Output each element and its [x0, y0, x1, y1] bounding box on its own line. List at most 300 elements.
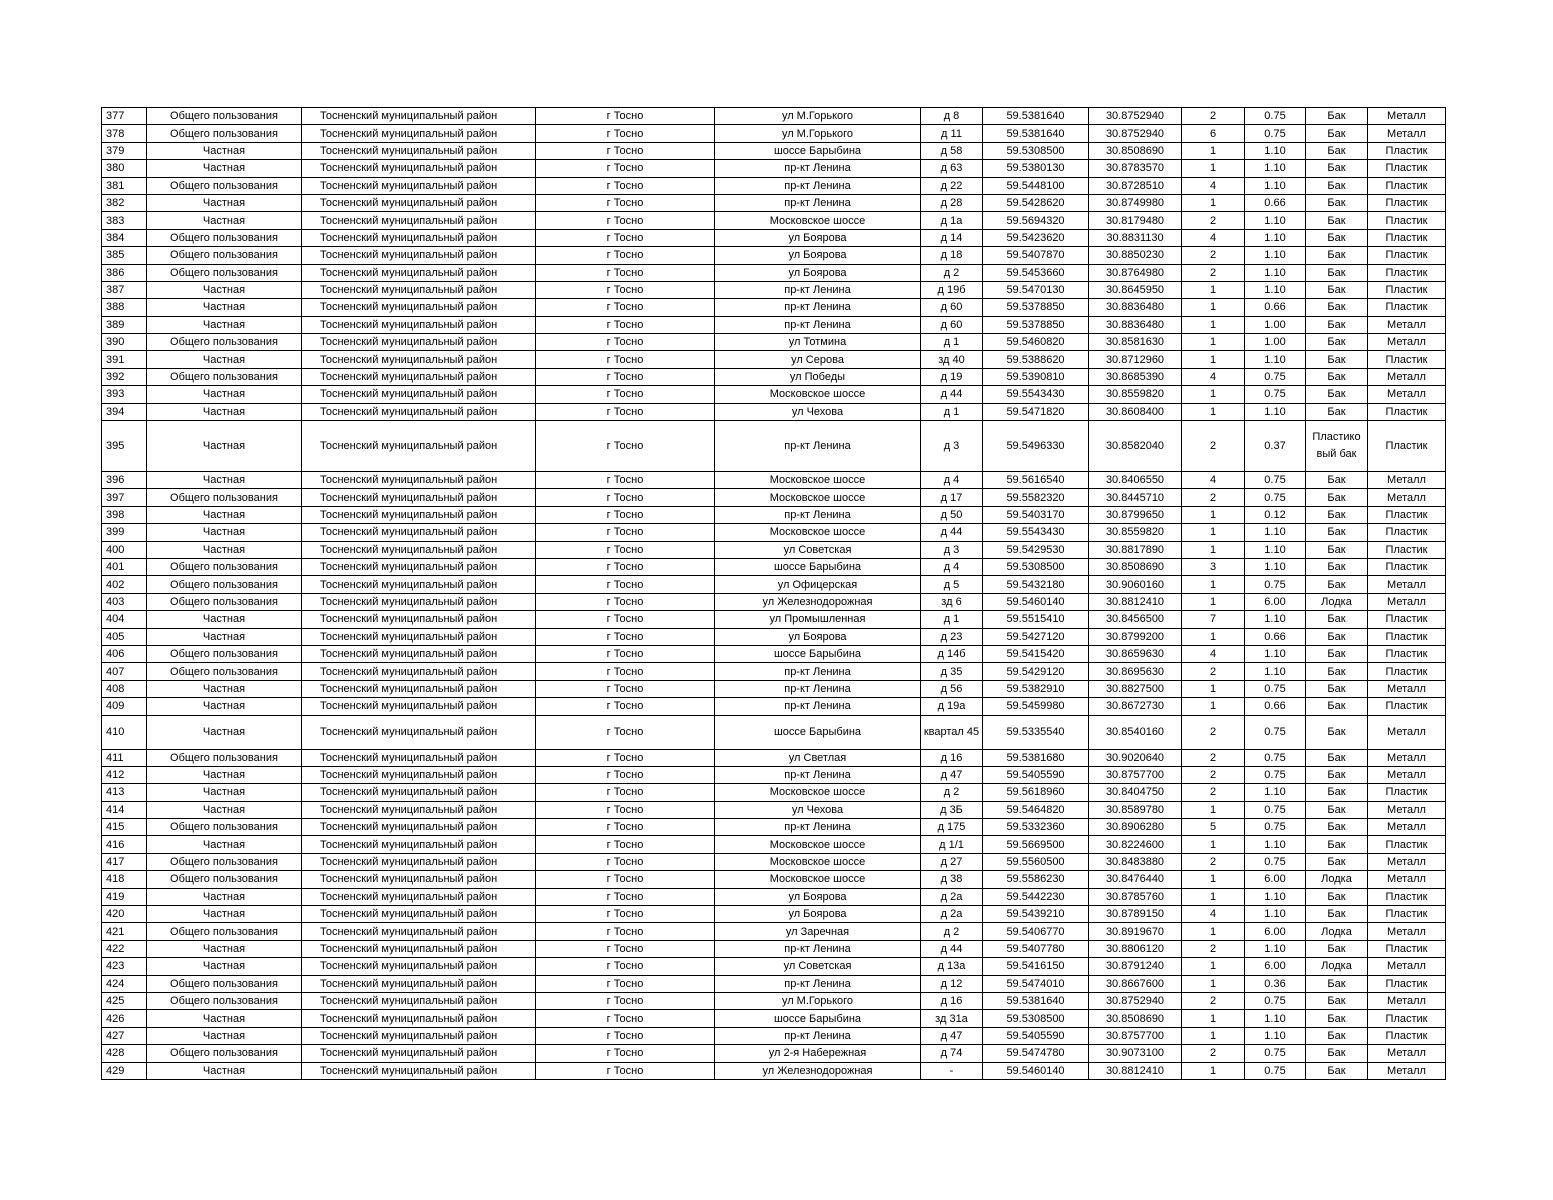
cell-lon: 30.8799200	[1089, 628, 1182, 645]
cell-material: Пластик	[1368, 212, 1446, 229]
cell-street: шоссе Барыбина	[715, 1010, 921, 1027]
cell-lon: 30.8749980	[1089, 194, 1182, 211]
cell-num: 409	[102, 698, 147, 715]
cell-city: г Тосно	[536, 698, 715, 715]
cell-count: 2	[1182, 992, 1245, 1009]
cell-material: Металл	[1368, 801, 1446, 818]
cell-material: Пластик	[1368, 836, 1446, 853]
cell-lat: 59.5616540	[983, 472, 1089, 489]
cell-street: пр-кт Ленина	[715, 766, 921, 783]
cell-material: Металл	[1368, 871, 1446, 888]
cell-district: Тосненский муниципальный район	[302, 368, 536, 385]
cell-type: Общего пользования	[147, 229, 302, 246]
cell-street: ул Серова	[715, 351, 921, 368]
cell-type: Общего пользования	[147, 334, 302, 351]
cell-street: пр-кт Ленина	[715, 940, 921, 957]
cell-num: 408	[102, 680, 147, 697]
cell-house: д 56	[921, 680, 983, 697]
cell-house: д 19б	[921, 281, 983, 298]
cell-container: Бак	[1306, 628, 1368, 645]
cell-street: ул Боярова	[715, 247, 921, 264]
cell-volume: 1.10	[1245, 212, 1306, 229]
cell-city: г Тосно	[536, 421, 715, 472]
cell-city: г Тосно	[536, 766, 715, 783]
cell-street: ул М.Горького	[715, 125, 921, 142]
cell-volume: 1.10	[1245, 281, 1306, 298]
table-row	[102, 611, 1446, 628]
cell-house: д 1/1	[921, 836, 983, 853]
cell-count: 1	[1182, 680, 1245, 697]
cell-street: Московское шоссе	[715, 784, 921, 801]
cell-district: Тосненский муниципальный район	[302, 558, 536, 575]
cell-volume: 0.75	[1245, 386, 1306, 403]
cell-city: г Тосно	[536, 663, 715, 680]
cell-type: Частная	[147, 212, 302, 229]
cell-volume: 0.75	[1245, 576, 1306, 593]
cell-street: Московское шоссе	[715, 836, 921, 853]
cell-lat: 59.5428620	[983, 194, 1089, 211]
cell-city: г Тосно	[536, 801, 715, 818]
cell-district: Тосненский муниципальный район	[302, 506, 536, 523]
cell-container: Бак	[1306, 715, 1368, 749]
cell-city: г Тосно	[536, 281, 715, 298]
cell-house: д 44	[921, 524, 983, 541]
cell-house: д 44	[921, 386, 983, 403]
cell-material: Металл	[1368, 489, 1446, 506]
cell-city: г Тосно	[536, 212, 715, 229]
cell-material: Пластик	[1368, 194, 1446, 211]
table-row	[102, 801, 1446, 818]
table-row	[102, 472, 1446, 489]
cell-material: Металл	[1368, 334, 1446, 351]
cell-container: Бак	[1306, 125, 1368, 142]
cell-count: 2	[1182, 421, 1245, 472]
cell-num: 404	[102, 611, 147, 628]
table-row	[102, 558, 1446, 575]
table-row	[102, 766, 1446, 783]
cell-material: Пластик	[1368, 698, 1446, 715]
cell-district: Тосненский муниципальный район	[302, 715, 536, 749]
cell-house: д 16	[921, 749, 983, 766]
cell-city: г Тосно	[536, 299, 715, 316]
cell-volume: 0.75	[1245, 108, 1306, 125]
cell-count: 4	[1182, 645, 1245, 662]
cell-district: Тосненский муниципальный район	[302, 1010, 536, 1027]
cell-city: г Тосно	[536, 958, 715, 975]
cell-house: зд 40	[921, 351, 983, 368]
cell-num: 429	[102, 1062, 147, 1079]
cell-city: г Тосно	[536, 386, 715, 403]
cell-material: Пластик	[1368, 403, 1446, 420]
cell-house: зд 31а	[921, 1010, 983, 1027]
cell-street: ул Железнодорожная	[715, 593, 921, 610]
cell-district: Тосненский муниципальный район	[302, 421, 536, 472]
cell-lat: 59.5460140	[983, 593, 1089, 610]
cell-street: ул Боярова	[715, 229, 921, 246]
cell-district: Тосненский муниципальный район	[302, 351, 536, 368]
cell-num: 410	[102, 715, 147, 749]
container-sites-table	[101, 107, 1446, 1080]
cell-city: г Тосно	[536, 576, 715, 593]
cell-house: д 3Б	[921, 801, 983, 818]
cell-type: Частная	[147, 1027, 302, 1044]
cell-count: 1	[1182, 386, 1245, 403]
cell-house: д 17	[921, 489, 983, 506]
cell-district: Тосненский муниципальный район	[302, 1045, 536, 1062]
cell-volume: 0.66	[1245, 299, 1306, 316]
cell-volume: 1.10	[1245, 160, 1306, 177]
cell-count: 2	[1182, 247, 1245, 264]
table-row	[102, 229, 1446, 246]
cell-count: 2	[1182, 663, 1245, 680]
cell-city: г Тосно	[536, 628, 715, 645]
cell-container: Бак	[1306, 334, 1368, 351]
cell-type: Частная	[147, 958, 302, 975]
cell-container: Бак	[1306, 524, 1368, 541]
cell-district: Тосненский муниципальный район	[302, 1062, 536, 1079]
cell-house: д 44	[921, 940, 983, 957]
table-row	[102, 749, 1446, 766]
cell-street: Московское шоссе	[715, 871, 921, 888]
cell-num: 396	[102, 472, 147, 489]
cell-volume: 0.66	[1245, 628, 1306, 645]
cell-volume: 1.10	[1245, 177, 1306, 194]
cell-city: г Тосно	[536, 1045, 715, 1062]
cell-street: ул Заречная	[715, 923, 921, 940]
cell-volume: 0.75	[1245, 749, 1306, 766]
table-row	[102, 299, 1446, 316]
cell-volume: 0.75	[1245, 715, 1306, 749]
cell-num: 405	[102, 628, 147, 645]
cell-volume: 1.10	[1245, 906, 1306, 923]
table-row	[102, 334, 1446, 351]
cell-lat: 59.5460140	[983, 1062, 1089, 1079]
cell-container: Бак	[1306, 229, 1368, 246]
cell-count: 1	[1182, 975, 1245, 992]
cell-lat: 59.5582320	[983, 489, 1089, 506]
cell-city: г Тосно	[536, 524, 715, 541]
cell-material: Пластик	[1368, 264, 1446, 281]
cell-num: 413	[102, 784, 147, 801]
cell-volume: 0.75	[1245, 992, 1306, 1009]
cell-num: 395	[102, 421, 147, 472]
cell-district: Тосненский муниципальный район	[302, 177, 536, 194]
cell-street: ул Победы	[715, 368, 921, 385]
cell-house: д 2	[921, 784, 983, 801]
table-row	[102, 142, 1446, 159]
table-row	[102, 836, 1446, 853]
cell-count: 1	[1182, 334, 1245, 351]
cell-material: Пластик	[1368, 906, 1446, 923]
cell-count: 2	[1182, 715, 1245, 749]
cell-street: Московское шоссе	[715, 472, 921, 489]
cell-container: Бак	[1306, 212, 1368, 229]
cell-volume: 1.10	[1245, 264, 1306, 281]
cell-city: г Тосно	[536, 558, 715, 575]
cell-city: г Тосно	[536, 160, 715, 177]
cell-street: пр-кт Ленина	[715, 281, 921, 298]
cell-material: Металл	[1368, 853, 1446, 870]
cell-count: 1	[1182, 836, 1245, 853]
cell-container: Лодка	[1306, 871, 1368, 888]
cell-lon: 30.8508690	[1089, 1010, 1182, 1027]
cell-district: Тосненский муниципальный район	[302, 576, 536, 593]
cell-volume: 1.00	[1245, 316, 1306, 333]
cell-num: 388	[102, 299, 147, 316]
cell-material: Пластик	[1368, 281, 1446, 298]
cell-lon: 30.8752940	[1089, 108, 1182, 125]
cell-count: 1	[1182, 351, 1245, 368]
cell-type: Частная	[147, 940, 302, 957]
cell-city: г Тосно	[536, 836, 715, 853]
cell-district: Тосненский муниципальный район	[302, 749, 536, 766]
cell-district: Тосненский муниципальный район	[302, 299, 536, 316]
cell-house: д 175	[921, 819, 983, 836]
cell-volume: 1.10	[1245, 836, 1306, 853]
cell-volume: 1.10	[1245, 229, 1306, 246]
cell-lon: 30.8695630	[1089, 663, 1182, 680]
cell-material: Металл	[1368, 715, 1446, 749]
cell-count: 4	[1182, 906, 1245, 923]
cell-district: Тосненский муниципальный район	[302, 940, 536, 957]
cell-type: Общего пользования	[147, 576, 302, 593]
table-row	[102, 645, 1446, 662]
cell-material: Пластик	[1368, 247, 1446, 264]
cell-material: Пластик	[1368, 142, 1446, 159]
cell-volume: 0.66	[1245, 194, 1306, 211]
cell-container: Бак	[1306, 1010, 1368, 1027]
cell-city: г Тосно	[536, 264, 715, 281]
cell-district: Тосненский муниципальный район	[302, 316, 536, 333]
cell-material: Пластик	[1368, 351, 1446, 368]
cell-container: Бак	[1306, 853, 1368, 870]
cell-house: д 1	[921, 403, 983, 420]
cell-num: 414	[102, 801, 147, 818]
cell-district: Тосненский муниципальный район	[302, 212, 536, 229]
cell-volume: 0.36	[1245, 975, 1306, 992]
cell-lon: 30.8817890	[1089, 541, 1182, 558]
cell-lon: 30.8799650	[1089, 506, 1182, 523]
cell-house: д 27	[921, 853, 983, 870]
cell-city: г Тосно	[536, 871, 715, 888]
cell-type: Частная	[147, 1062, 302, 1079]
cell-district: Тосненский муниципальный район	[302, 680, 536, 697]
cell-street: ул Чехова	[715, 801, 921, 818]
cell-material: Металл	[1368, 316, 1446, 333]
cell-type: Общего пользования	[147, 489, 302, 506]
cell-house: д 38	[921, 871, 983, 888]
cell-num: 412	[102, 766, 147, 783]
cell-volume: 0.75	[1245, 489, 1306, 506]
cell-container: Бак	[1306, 403, 1368, 420]
cell-lat: 59.5515410	[983, 611, 1089, 628]
cell-district: Тосненский муниципальный район	[302, 958, 536, 975]
cell-type: Общего пользования	[147, 975, 302, 992]
cell-num: 390	[102, 334, 147, 351]
cell-house: д 16	[921, 992, 983, 1009]
cell-lon: 30.8752940	[1089, 125, 1182, 142]
cell-lat: 59.5407870	[983, 247, 1089, 264]
cell-lon: 30.8785760	[1089, 888, 1182, 905]
cell-num: 380	[102, 160, 147, 177]
cell-num: 411	[102, 749, 147, 766]
cell-lon: 30.8483880	[1089, 853, 1182, 870]
cell-city: г Тосно	[536, 351, 715, 368]
cell-lat: 59.5460820	[983, 334, 1089, 351]
cell-district: Тосненский муниципальный район	[302, 784, 536, 801]
cell-num: 382	[102, 194, 147, 211]
cell-type: Частная	[147, 194, 302, 211]
cell-volume: 1.10	[1245, 888, 1306, 905]
cell-count: 1	[1182, 888, 1245, 905]
cell-lon: 30.8919670	[1089, 923, 1182, 940]
cell-lon: 30.9060160	[1089, 576, 1182, 593]
table-row	[102, 975, 1446, 992]
table-row	[102, 177, 1446, 194]
cell-lat: 59.5380130	[983, 160, 1089, 177]
cell-container: Бак	[1306, 663, 1368, 680]
table-row	[102, 992, 1446, 1009]
cell-material: Металл	[1368, 108, 1446, 125]
cell-type: Частная	[147, 541, 302, 558]
cell-container: Бак	[1306, 142, 1368, 159]
cell-type: Общего пользования	[147, 992, 302, 1009]
cell-city: г Тосно	[536, 229, 715, 246]
cell-lon: 30.9020640	[1089, 749, 1182, 766]
cell-district: Тосненский муниципальный район	[302, 541, 536, 558]
table-row	[102, 541, 1446, 558]
cell-lon: 30.8179480	[1089, 212, 1182, 229]
cell-lon: 30.8667600	[1089, 975, 1182, 992]
cell-type: Частная	[147, 281, 302, 298]
cell-lon: 30.8476440	[1089, 871, 1182, 888]
cell-street: шоссе Барыбина	[715, 558, 921, 575]
cell-count: 1	[1182, 299, 1245, 316]
cell-num: 403	[102, 593, 147, 610]
cell-type: Общего пользования	[147, 663, 302, 680]
table-row	[102, 264, 1446, 281]
cell-district: Тосненский муниципальный район	[302, 229, 536, 246]
cell-material: Пластик	[1368, 663, 1446, 680]
cell-city: г Тосно	[536, 819, 715, 836]
cell-volume: 1.10	[1245, 1010, 1306, 1027]
cell-city: г Тосно	[536, 940, 715, 957]
cell-type: Частная	[147, 142, 302, 159]
cell-lat: 59.5543430	[983, 386, 1089, 403]
cell-type: Частная	[147, 351, 302, 368]
cell-district: Тосненский муниципальный район	[302, 836, 536, 853]
cell-house: д 4	[921, 558, 983, 575]
cell-street: пр-кт Ленина	[715, 975, 921, 992]
cell-num: 389	[102, 316, 147, 333]
cell-lat: 59.5448100	[983, 177, 1089, 194]
table-row	[102, 351, 1446, 368]
cell-count: 6	[1182, 125, 1245, 142]
cell-street: пр-кт Ленина	[715, 819, 921, 836]
cell-street: пр-кт Ленина	[715, 299, 921, 316]
cell-city: г Тосно	[536, 142, 715, 159]
cell-type: Частная	[147, 715, 302, 749]
cell-lon: 30.8827500	[1089, 680, 1182, 697]
cell-street: Московское шоссе	[715, 212, 921, 229]
cell-lon: 30.8906280	[1089, 819, 1182, 836]
table-row	[102, 247, 1446, 264]
table-row	[102, 940, 1446, 957]
cell-lon: 30.8581630	[1089, 334, 1182, 351]
cell-material: Пластик	[1368, 524, 1446, 541]
cell-lon: 30.8789150	[1089, 906, 1182, 923]
cell-material: Пластик	[1368, 229, 1446, 246]
cell-type: Общего пользования	[147, 108, 302, 125]
cell-num: 397	[102, 489, 147, 506]
cell-house: -	[921, 1062, 983, 1079]
cell-lon: 30.8757700	[1089, 1027, 1182, 1044]
cell-district: Тосненский муниципальный район	[302, 853, 536, 870]
cell-container: Бак	[1306, 472, 1368, 489]
cell-count: 1	[1182, 160, 1245, 177]
cell-count: 1	[1182, 628, 1245, 645]
cell-city: г Тосно	[536, 334, 715, 351]
table-row	[102, 1027, 1446, 1044]
cell-material: Пластик	[1368, 421, 1446, 472]
cell-count: 1	[1182, 698, 1245, 715]
cell-container: Бак	[1306, 368, 1368, 385]
cell-district: Тосненский муниципальный район	[302, 334, 536, 351]
cell-volume: 1.10	[1245, 558, 1306, 575]
cell-city: г Тосно	[536, 125, 715, 142]
cell-type: Частная	[147, 628, 302, 645]
table-row	[102, 871, 1446, 888]
cell-material: Металл	[1368, 593, 1446, 610]
cell-city: г Тосно	[536, 247, 715, 264]
table-row	[102, 421, 1446, 472]
cell-lat: 59.5403170	[983, 506, 1089, 523]
cell-material: Пластик	[1368, 541, 1446, 558]
cell-container: Лодка	[1306, 923, 1368, 940]
table-row	[102, 628, 1446, 645]
table-row	[102, 663, 1446, 680]
cell-lat: 59.5423620	[983, 229, 1089, 246]
cell-count: 1	[1182, 593, 1245, 610]
cell-material: Пластик	[1368, 1010, 1446, 1027]
cell-num: 419	[102, 888, 147, 905]
cell-lon: 30.8836480	[1089, 316, 1182, 333]
cell-lon: 30.8850230	[1089, 247, 1182, 264]
cell-type: Частная	[147, 784, 302, 801]
cell-lat: 59.5694320	[983, 212, 1089, 229]
cell-house: д 2	[921, 923, 983, 940]
cell-house: д 1	[921, 611, 983, 628]
cell-material: Металл	[1368, 386, 1446, 403]
cell-num: 426	[102, 1010, 147, 1027]
cell-street: шоссе Барыбина	[715, 715, 921, 749]
cell-lat: 59.5405590	[983, 766, 1089, 783]
cell-num: 406	[102, 645, 147, 662]
cell-type: Частная	[147, 160, 302, 177]
cell-lat: 59.5543430	[983, 524, 1089, 541]
cell-city: г Тосно	[536, 923, 715, 940]
cell-count: 2	[1182, 940, 1245, 957]
cell-count: 2	[1182, 766, 1245, 783]
cell-house: д 60	[921, 299, 983, 316]
cell-material: Металл	[1368, 472, 1446, 489]
cell-city: г Тосно	[536, 541, 715, 558]
cell-city: г Тосно	[536, 611, 715, 628]
cell-num: 392	[102, 368, 147, 385]
cell-district: Тосненский муниципальный район	[302, 871, 536, 888]
cell-district: Тосненский муниципальный район	[302, 645, 536, 662]
cell-count: 1	[1182, 871, 1245, 888]
